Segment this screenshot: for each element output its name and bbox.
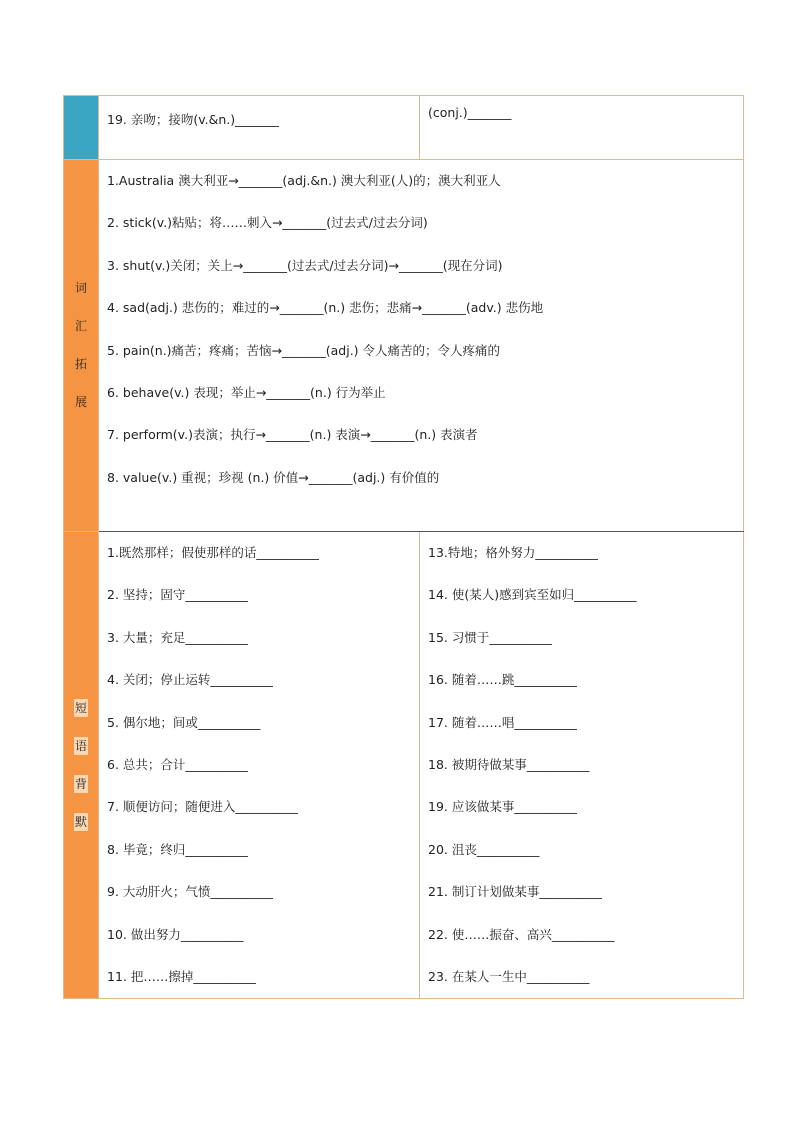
phrase-item: 8. 毕竟；终归__________ (107, 841, 248, 857)
phrase-item: 19. 应该做某事__________ (428, 799, 577, 815)
phrase-list-left (99, 532, 420, 999)
vocab-label-char: 展 (74, 395, 87, 409)
phrase-item: 2. 坚持；固守__________ (107, 587, 248, 603)
row-continuation (64, 96, 744, 160)
phrase-item: 18. 被期待做某事__________ (428, 756, 590, 772)
phrase-item: 15. 习惯于__________ (428, 629, 552, 645)
vocab-item: 4. sad(adj.) 悲伤的；难过的→_______(n.) 悲伤；悲痛→_______(adv.) 悲伤地 (107, 300, 544, 316)
conj-item: (conj.)_______ (428, 105, 512, 120)
phrase-label-char: 语 (74, 739, 87, 754)
phrase-item: 22. 使……振奋、高兴__________ (428, 926, 615, 942)
vocab-item: 5. pain(n.)痛苦；疼痛；苦恼→_______(adj.) 令人痛苦的；令人疼痛的 (107, 342, 501, 358)
side-label-blue (64, 96, 99, 160)
phrase-item: 23. 在某人一生中__________ (428, 968, 590, 984)
phrase-item: 14. 使(某人)感到宾至如归__________ (428, 587, 637, 603)
vocab-label-char: 汇 (74, 319, 87, 333)
phrase-item: 6. 总共；合计__________ (107, 756, 248, 772)
vocab-list (99, 160, 744, 532)
phrase-item: 7. 顺便访问；随便进入__________ (107, 799, 298, 815)
vocab-item: 6. behave(v.) 表现；举止→_______(n.) 行为举止 (107, 384, 386, 400)
vocab-item: 1.Australia 澳大利亚→_______(adj.&n.) 澳大利亚(人)的；澳大利亚人 (107, 173, 501, 188)
side-label-phrases (64, 532, 99, 999)
phrase-item: 21. 制订计划做某事__________ (428, 884, 602, 900)
phrase-item: 4. 关闭；停止运转__________ (107, 672, 273, 688)
phrase-item: 1.既然那样；假使那样的话__________ (107, 545, 319, 560)
worksheet-table (63, 95, 744, 999)
phrase-label-char: 背 (74, 777, 87, 792)
phrase-item: 10. 做出努力__________ (107, 926, 244, 942)
row1-left-cell (99, 96, 420, 160)
vocab-item: 3. shut(v.)关闭；关上→_______(过去式/过去分词)→_______(现在分词) (107, 257, 503, 273)
phrase-item: 5. 偶尔地；间或__________ (107, 714, 261, 730)
side-label-vocab (64, 160, 99, 532)
vocab-section (64, 160, 744, 532)
phrase-item: 17. 随着……唱__________ (428, 714, 577, 730)
phrase-label-char: 短 (74, 701, 87, 716)
vocab-label-char: 拓 (74, 357, 87, 371)
vocab-label-char: 词 (74, 281, 87, 295)
phrase-item: 3. 大量；充足__________ (107, 629, 248, 645)
phrase-section (64, 532, 744, 999)
phrase-list-right (420, 532, 744, 999)
phrase-item: 13.特地；格外努力__________ (428, 545, 598, 560)
phrase-item: 9. 大动肝火；气愤__________ (107, 884, 273, 900)
phrase-item: 16. 随着……跳__________ (428, 672, 577, 688)
vocab-item: 2. stick(v.)粘贴；将……刺入→_______(过去式/过去分词) (107, 215, 428, 231)
vocab-item: 7. perform(v.)表演；执行→_______(n.) 表演→_______(n.) 表演者 (107, 427, 478, 443)
vocab-item-19: 19. 亲吻；接吻(v.&n.)_______ (107, 112, 279, 127)
row1-right-cell (420, 96, 744, 160)
phrase-label-char: 默 (74, 815, 87, 830)
vocab-item: 8. value(v.) 重视；珍视 (n.) 价值→_______(adj.) 有价值的 (107, 469, 440, 485)
phrase-item: 11. 把……擦掉__________ (107, 968, 256, 984)
phrase-item: 20. 沮丧__________ (428, 841, 540, 857)
